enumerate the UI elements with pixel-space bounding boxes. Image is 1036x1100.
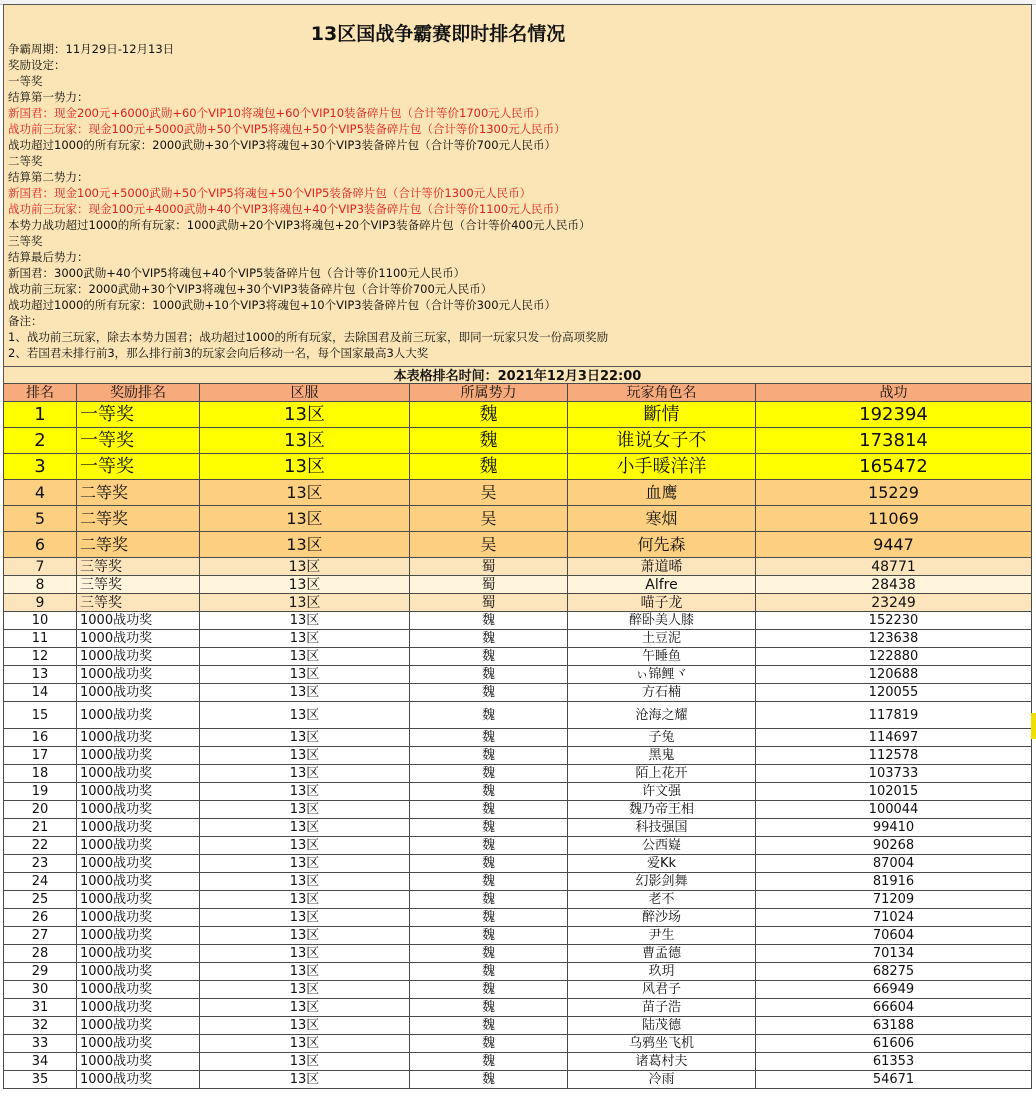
cell-player-name[interactable]: 喵子龙 [568, 594, 756, 612]
cell-player-name[interactable]: 老不 [568, 891, 756, 909]
cell-award[interactable]: 1000战功奖 [77, 648, 200, 666]
cell-rank[interactable]: 35 [4, 1071, 77, 1089]
cell-score[interactable]: 68275 [756, 963, 1032, 981]
cell-rank[interactable]: 23 [4, 855, 77, 873]
cell-award[interactable]: 1000战功奖 [77, 837, 200, 855]
info-line: 新国君：现金100元+5000武勋+50个VIP5将魂包+50个VIP5装备碎片包（合计等价1300元人民币） [8, 186, 532, 200]
table-row [4, 594, 1032, 612]
cell-score[interactable]: 99410 [756, 819, 1032, 837]
cell-rank[interactable]: 25 [4, 891, 77, 909]
cell-player-name[interactable]: 公西嶷 [568, 837, 756, 855]
cell-rank[interactable]: 22 [4, 837, 77, 855]
cell-server[interactable]: 13区 [200, 927, 410, 945]
cell-server[interactable]: 13区 [200, 402, 410, 428]
cell-server[interactable]: 13区 [200, 1035, 410, 1053]
table-row [4, 1071, 1032, 1089]
cell-player-name[interactable]: 风君子 [568, 981, 756, 999]
table-row [4, 630, 1032, 648]
cell-player-name[interactable]: 萧道晞 [568, 558, 756, 576]
cell-faction[interactable]: 魏 [410, 963, 568, 981]
table-row [4, 612, 1032, 630]
table-row [4, 909, 1032, 927]
info-line: 战功超过1000的所有玩家：2000武勋+30个VIP3将魂包+30个VIP3装备碎片包（合计等价700元人民币） [8, 138, 557, 152]
cell-player-name[interactable]: 爱Kk [568, 855, 756, 873]
cell-server[interactable]: 13区 [200, 594, 410, 612]
info-line: 奖励设定： [8, 58, 66, 72]
info-line: 二等奖 [8, 154, 43, 168]
cell-faction[interactable]: 蜀 [410, 576, 568, 594]
cell-rank[interactable]: 6 [4, 532, 77, 558]
table-row [4, 855, 1032, 873]
cell-server[interactable]: 13区 [200, 480, 410, 506]
cell-score[interactable]: 120055 [756, 684, 1032, 702]
cell-rank[interactable]: 17 [4, 747, 77, 765]
cell-fill-marker [1031, 713, 1036, 739]
cell-rank[interactable]: 3 [4, 454, 77, 480]
cell-player-name[interactable]: 何先森 [568, 532, 756, 558]
table-row [4, 454, 1032, 480]
cell-score[interactable]: 15229 [756, 480, 1032, 506]
cell-rank[interactable]: 29 [4, 963, 77, 981]
cell-faction[interactable]: 魏 [410, 819, 568, 837]
cell-award[interactable]: 1000战功奖 [77, 729, 200, 747]
table-row [4, 801, 1032, 819]
cell-rank[interactable]: 24 [4, 873, 77, 891]
cell-award[interactable]: 1000战功奖 [77, 1035, 200, 1053]
cell-rank[interactable]: 28 [4, 945, 77, 963]
cell-award[interactable]: 1000战功奖 [77, 873, 200, 891]
cell-server[interactable]: 13区 [200, 648, 410, 666]
table-row [4, 999, 1032, 1017]
cell-award[interactable]: 三等奖 [77, 558, 200, 576]
cell-award[interactable]: 1000战功奖 [77, 891, 200, 909]
table-row [4, 558, 1032, 576]
table-row [4, 1035, 1032, 1053]
cell-player-name[interactable]: 乌鸦坐飞机 [568, 1035, 756, 1053]
cell-server[interactable]: 13区 [200, 576, 410, 594]
cell-score[interactable]: 9447 [756, 532, 1032, 558]
info-line: 新国君：3000武勋+40个VIP5将魂包+40个VIP5装备碎片包（合计等价1100元人民币） [8, 266, 466, 280]
cell-score[interactable]: 165472 [756, 454, 1032, 480]
cell-faction[interactable]: 魏 [410, 684, 568, 702]
cell-player-name[interactable]: 冷雨 [568, 1071, 756, 1089]
cell-award[interactable]: 三等奖 [77, 576, 200, 594]
cell-score[interactable]: 11069 [756, 506, 1032, 532]
column-header-rank[interactable]: 排名 [4, 384, 77, 402]
cell-award[interactable]: 1000战功奖 [77, 666, 200, 684]
cell-server[interactable]: 13区 [200, 855, 410, 873]
cell-faction[interactable]: 魏 [410, 783, 568, 801]
cell-score[interactable]: 173814 [756, 428, 1032, 454]
cell-faction[interactable]: 魏 [410, 999, 568, 1017]
cell-score[interactable]: 112578 [756, 747, 1032, 765]
cell-faction[interactable]: 魏 [410, 630, 568, 648]
cell-score[interactable]: 71024 [756, 909, 1032, 927]
cell-award[interactable]: 1000战功奖 [77, 963, 200, 981]
table-row [4, 532, 1032, 558]
cell-server[interactable]: 13区 [200, 1017, 410, 1035]
table-row [4, 765, 1032, 783]
cell-player-name[interactable]: 午睡鱼 [568, 648, 756, 666]
table-row [4, 428, 1032, 454]
cell-score[interactable]: 103733 [756, 765, 1032, 783]
ranking-timestamp: 本表格排名时间：2021年12月3日22:00 [4, 366, 1031, 387]
cell-rank[interactable]: 26 [4, 909, 77, 927]
cell-award[interactable]: 1000战功奖 [77, 783, 200, 801]
cell-award[interactable]: 1000战功奖 [77, 927, 200, 945]
cell-player-name[interactable]: 玖玥 [568, 963, 756, 981]
cell-faction[interactable]: 魏 [410, 945, 568, 963]
info-line: 战功前三玩家：现金100元+4000武勋+40个VIP3将魂包+40个VIP3装备碎片包（合计等价1100元人民币） [8, 202, 566, 216]
info-panel [3, 4, 1032, 383]
cell-rank[interactable]: 10 [4, 612, 77, 630]
info-line: 2、若国君未排行前3，那么排行前3的玩家会向后移动一名，每个国家最高3人大奖 [8, 346, 429, 360]
cell-award[interactable]: 二等奖 [77, 480, 200, 506]
cell-server[interactable]: 13区 [200, 819, 410, 837]
cell-server[interactable]: 13区 [200, 506, 410, 532]
table-row [4, 981, 1032, 999]
cell-server[interactable]: 13区 [200, 963, 410, 981]
column-header-score[interactable]: 战功 [756, 384, 1032, 402]
cell-award[interactable]: 1000战功奖 [77, 801, 200, 819]
cell-rank[interactable]: 33 [4, 1035, 77, 1053]
cell-score[interactable]: 152230 [756, 612, 1032, 630]
cell-award[interactable]: 二等奖 [77, 506, 200, 532]
cell-player-name[interactable]: 陌上花开 [568, 765, 756, 783]
cell-rank[interactable]: 30 [4, 981, 77, 999]
cell-score[interactable]: 66949 [756, 981, 1032, 999]
cell-server[interactable]: 13区 [200, 630, 410, 648]
column-header-award[interactable]: 奖励排名 [77, 384, 200, 402]
table-row [4, 963, 1032, 981]
info-line: 战功前三玩家：2000武勋+30个VIP3将魂包+30个VIP3装备碎片包（合计等价700元人民币） [8, 282, 493, 296]
cell-rank[interactable]: 31 [4, 999, 77, 1017]
table-row [4, 684, 1032, 702]
cell-server[interactable]: 13区 [200, 837, 410, 855]
cell-player-name[interactable]: 斷情 [568, 402, 756, 428]
cell-rank[interactable]: 2 [4, 428, 77, 454]
cell-score[interactable]: 54671 [756, 1071, 1032, 1089]
cell-player-name[interactable]: 沧海之耀 [568, 702, 756, 729]
cell-server[interactable]: 13区 [200, 666, 410, 684]
cell-rank[interactable]: 32 [4, 1017, 77, 1035]
cell-faction[interactable]: 魏 [410, 1035, 568, 1053]
cell-server[interactable]: 13区 [200, 532, 410, 558]
cell-player-name[interactable]: 诸葛村夫 [568, 1053, 756, 1071]
cell-server[interactable]: 13区 [200, 909, 410, 927]
cell-faction[interactable]: 吴 [410, 506, 568, 532]
info-line: 1、战功前三玩家，除去本势力国君；战功超过1000的所有玩家，去除国君及前三玩家，即同一玩家只发一份高项奖励 [8, 330, 609, 344]
cell-player-name[interactable]: Alfre [568, 576, 756, 594]
cell-score[interactable]: 90268 [756, 837, 1032, 855]
cell-award[interactable]: 1000战功奖 [77, 765, 200, 783]
cell-player-name[interactable]: 小手暖洋洋 [568, 454, 756, 480]
info-line: 三等奖 [8, 234, 43, 248]
cell-score[interactable]: 23249 [756, 594, 1032, 612]
cell-player-name[interactable]: 方石楠 [568, 684, 756, 702]
cell-player-name[interactable]: 醉沙场 [568, 909, 756, 927]
cell-faction[interactable]: 魏 [410, 428, 568, 454]
info-line: 结算第一势力： [8, 90, 89, 104]
column-header-faction[interactable]: 所属势力 [410, 384, 568, 402]
info-line: 本势力战功超过1000的所有玩家：1000武勋+20个VIP3将魂包+20个VIP3装备碎片包（合计等价400元人民币） [8, 218, 591, 232]
info-line: 战功超过1000的所有玩家：1000武勋+10个VIP3将魂包+10个VIP3装备碎片包（合计等价300元人民币） [8, 298, 557, 312]
cell-award[interactable]: 1000战功奖 [77, 702, 200, 729]
table-row [4, 819, 1032, 837]
cell-rank[interactable]: 1 [4, 402, 77, 428]
cell-server[interactable]: 13区 [200, 783, 410, 801]
cell-player-name[interactable]: 尹生 [568, 927, 756, 945]
info-line: 结算第二势力： [8, 170, 89, 184]
cell-rank[interactable]: 21 [4, 819, 77, 837]
cell-server[interactable]: 13区 [200, 702, 410, 729]
cell-faction[interactable]: 吴 [410, 532, 568, 558]
cell-award[interactable]: 1000战功奖 [77, 612, 200, 630]
page-title: 13区国战争霸赛即时排名情况 [310, 23, 566, 45]
cell-score[interactable]: 61353 [756, 1053, 1032, 1071]
cell-score[interactable]: 81916 [756, 873, 1032, 891]
cell-player-name[interactable]: 科技强国 [568, 819, 756, 837]
table-row [4, 747, 1032, 765]
cell-faction[interactable]: 魏 [410, 402, 568, 428]
cell-rank[interactable]: 27 [4, 927, 77, 945]
info-line: 结算最后势力： [8, 250, 89, 264]
cell-score[interactable]: 120688 [756, 666, 1032, 684]
table-row [4, 506, 1032, 532]
cell-faction[interactable]: 魏 [410, 909, 568, 927]
cell-award[interactable]: 1000战功奖 [77, 747, 200, 765]
table-row [4, 1053, 1032, 1071]
cell-award[interactable]: 1000战功奖 [77, 684, 200, 702]
cell-score[interactable]: 70604 [756, 927, 1032, 945]
table-row [4, 666, 1032, 684]
cell-score[interactable]: 123638 [756, 630, 1032, 648]
info-line: 争霸周期：11月29日-12月13日 [8, 42, 175, 56]
cell-server[interactable]: 13区 [200, 765, 410, 783]
cell-faction[interactable]: 魏 [410, 666, 568, 684]
cell-rank[interactable]: 4 [4, 480, 77, 506]
cell-rank[interactable]: 34 [4, 1053, 77, 1071]
cell-faction[interactable]: 魏 [410, 1071, 568, 1089]
table-row [4, 1017, 1032, 1035]
ranking-table [3, 383, 1032, 1089]
cell-rank[interactable]: 18 [4, 765, 77, 783]
cell-player-name[interactable]: 土豆泥 [568, 630, 756, 648]
cell-server[interactable]: 13区 [200, 801, 410, 819]
info-line: 备注： [8, 314, 43, 328]
cell-faction[interactable]: 魏 [410, 729, 568, 747]
cell-faction[interactable]: 魏 [410, 702, 568, 729]
cell-faction[interactable]: 魏 [410, 1017, 568, 1035]
cell-server[interactable]: 13区 [200, 428, 410, 454]
cell-player-name[interactable]: 陆茂德 [568, 1017, 756, 1035]
cell-player-name[interactable]: 魏乃帝王相 [568, 801, 756, 819]
cell-player-name[interactable]: 许文强 [568, 783, 756, 801]
cell-rank[interactable]: 20 [4, 801, 77, 819]
cell-faction[interactable]: 魏 [410, 873, 568, 891]
cell-server[interactable]: 13区 [200, 1053, 410, 1071]
cell-faction[interactable]: 魏 [410, 612, 568, 630]
cell-server[interactable]: 13区 [200, 891, 410, 909]
cell-award[interactable]: 1000战功奖 [77, 999, 200, 1017]
cell-player-name[interactable]: 苗子浩 [568, 999, 756, 1017]
cell-score[interactable]: 122880 [756, 648, 1032, 666]
table-row [4, 837, 1032, 855]
cell-score[interactable]: 71209 [756, 891, 1032, 909]
cell-faction[interactable]: 吴 [410, 480, 568, 506]
column-header-server[interactable]: 区服 [200, 384, 410, 402]
table-row [4, 576, 1032, 594]
cell-faction[interactable]: 魏 [410, 801, 568, 819]
cell-server[interactable]: 13区 [200, 729, 410, 747]
cell-rank[interactable]: 12 [4, 648, 77, 666]
cell-score[interactable]: 63188 [756, 1017, 1032, 1035]
cell-player-name[interactable]: 子兔 [568, 729, 756, 747]
cell-award[interactable]: 1000战功奖 [77, 981, 200, 999]
cell-award[interactable]: 二等奖 [77, 532, 200, 558]
cell-server[interactable]: 13区 [200, 747, 410, 765]
cell-score[interactable]: 48771 [756, 558, 1032, 576]
cell-award[interactable]: 三等奖 [77, 594, 200, 612]
cell-rank[interactable]: 13 [4, 666, 77, 684]
table-row [4, 783, 1032, 801]
cell-server[interactable]: 13区 [200, 999, 410, 1017]
table-row [4, 891, 1032, 909]
cell-score[interactable]: 28438 [756, 576, 1032, 594]
cell-player-name[interactable]: 黑鬼 [568, 747, 756, 765]
cell-score[interactable]: 102015 [756, 783, 1032, 801]
cell-server[interactable]: 13区 [200, 454, 410, 480]
table-row [4, 945, 1032, 963]
cell-server[interactable]: 13区 [200, 945, 410, 963]
cell-score[interactable]: 100044 [756, 801, 1032, 819]
table-header-row [4, 384, 1032, 402]
table-row [4, 480, 1032, 506]
cell-score[interactable]: 66604 [756, 999, 1032, 1017]
cell-rank[interactable]: 16 [4, 729, 77, 747]
info-line: 新国君：现金200元+6000武勋+60个VIP10将魂包+60个VIP10装备碎片包（合计等价1700元人民币） [8, 106, 546, 120]
cell-faction[interactable]: 蜀 [410, 594, 568, 612]
cell-score[interactable]: 70134 [756, 945, 1032, 963]
cell-player-name[interactable]: ぃ锦鲤ヾ [568, 666, 756, 684]
cell-server[interactable]: 13区 [200, 1071, 410, 1089]
cell-award[interactable]: 1000战功奖 [77, 945, 200, 963]
cell-faction[interactable]: 魏 [410, 765, 568, 783]
cell-faction[interactable]: 魏 [410, 891, 568, 909]
info-line: 战功前三玩家：现金100元+5000武勋+50个VIP5将魂包+50个VIP5装备碎片包（合计等价1300元人民币） [8, 122, 566, 136]
cell-rank[interactable]: 8 [4, 576, 77, 594]
cell-rank[interactable]: 15 [4, 702, 77, 729]
cell-faction[interactable]: 魏 [410, 648, 568, 666]
cell-faction[interactable]: 魏 [410, 855, 568, 873]
cell-server[interactable]: 13区 [200, 873, 410, 891]
table-row [4, 729, 1032, 747]
cell-player-name[interactable]: 寒烟 [568, 506, 756, 532]
cell-player-name[interactable]: 曹孟德 [568, 945, 756, 963]
cell-server[interactable]: 13区 [200, 981, 410, 999]
cell-faction[interactable]: 魏 [410, 927, 568, 945]
cell-award[interactable]: 1000战功奖 [77, 630, 200, 648]
cell-score[interactable]: 87004 [756, 855, 1032, 873]
cell-faction[interactable]: 魏 [410, 1053, 568, 1071]
cell-rank[interactable]: 11 [4, 630, 77, 648]
table-row [4, 927, 1032, 945]
cell-server[interactable]: 13区 [200, 558, 410, 576]
cell-rank[interactable]: 7 [4, 558, 77, 576]
table-row [4, 402, 1032, 428]
table-row [4, 648, 1032, 666]
cell-faction[interactable]: 魏 [410, 747, 568, 765]
cell-player-name[interactable]: 谁说女子不 [568, 428, 756, 454]
cell-award[interactable]: 一等奖 [77, 402, 200, 428]
cell-score[interactable]: 117819 [756, 702, 1032, 729]
cell-award[interactable]: 1000战功奖 [77, 1053, 200, 1071]
info-line: 一等奖 [8, 74, 43, 88]
cell-rank[interactable]: 19 [4, 783, 77, 801]
cell-player-name[interactable]: 醉卧美人膝 [568, 612, 756, 630]
cell-award[interactable]: 1000战功奖 [77, 855, 200, 873]
cell-award[interactable]: 一等奖 [77, 454, 200, 480]
cell-award[interactable]: 1000战功奖 [77, 1017, 200, 1035]
cell-server[interactable]: 13区 [200, 684, 410, 702]
table-row [4, 702, 1032, 729]
cell-score[interactable]: 114697 [756, 729, 1032, 747]
cell-player-name[interactable]: 幻影剑舞 [568, 873, 756, 891]
cell-rank[interactable]: 14 [4, 684, 77, 702]
cell-score[interactable]: 61606 [756, 1035, 1032, 1053]
cell-award[interactable]: 1000战功奖 [77, 909, 200, 927]
cell-rank[interactable]: 5 [4, 506, 77, 532]
cell-award[interactable]: 一等奖 [77, 428, 200, 454]
cell-player-name[interactable]: 血鹰 [568, 480, 756, 506]
cell-faction[interactable]: 魏 [410, 837, 568, 855]
cell-faction[interactable]: 魏 [410, 981, 568, 999]
cell-server[interactable]: 13区 [200, 612, 410, 630]
column-header-player-name[interactable]: 玩家角色名 [568, 384, 756, 402]
cell-rank[interactable]: 9 [4, 594, 77, 612]
table-row [4, 873, 1032, 891]
cell-faction[interactable]: 魏 [410, 454, 568, 480]
cell-award[interactable]: 1000战功奖 [77, 1071, 200, 1089]
cell-score[interactable]: 192394 [756, 402, 1032, 428]
cell-faction[interactable]: 蜀 [410, 558, 568, 576]
cell-award[interactable]: 1000战功奖 [77, 819, 200, 837]
